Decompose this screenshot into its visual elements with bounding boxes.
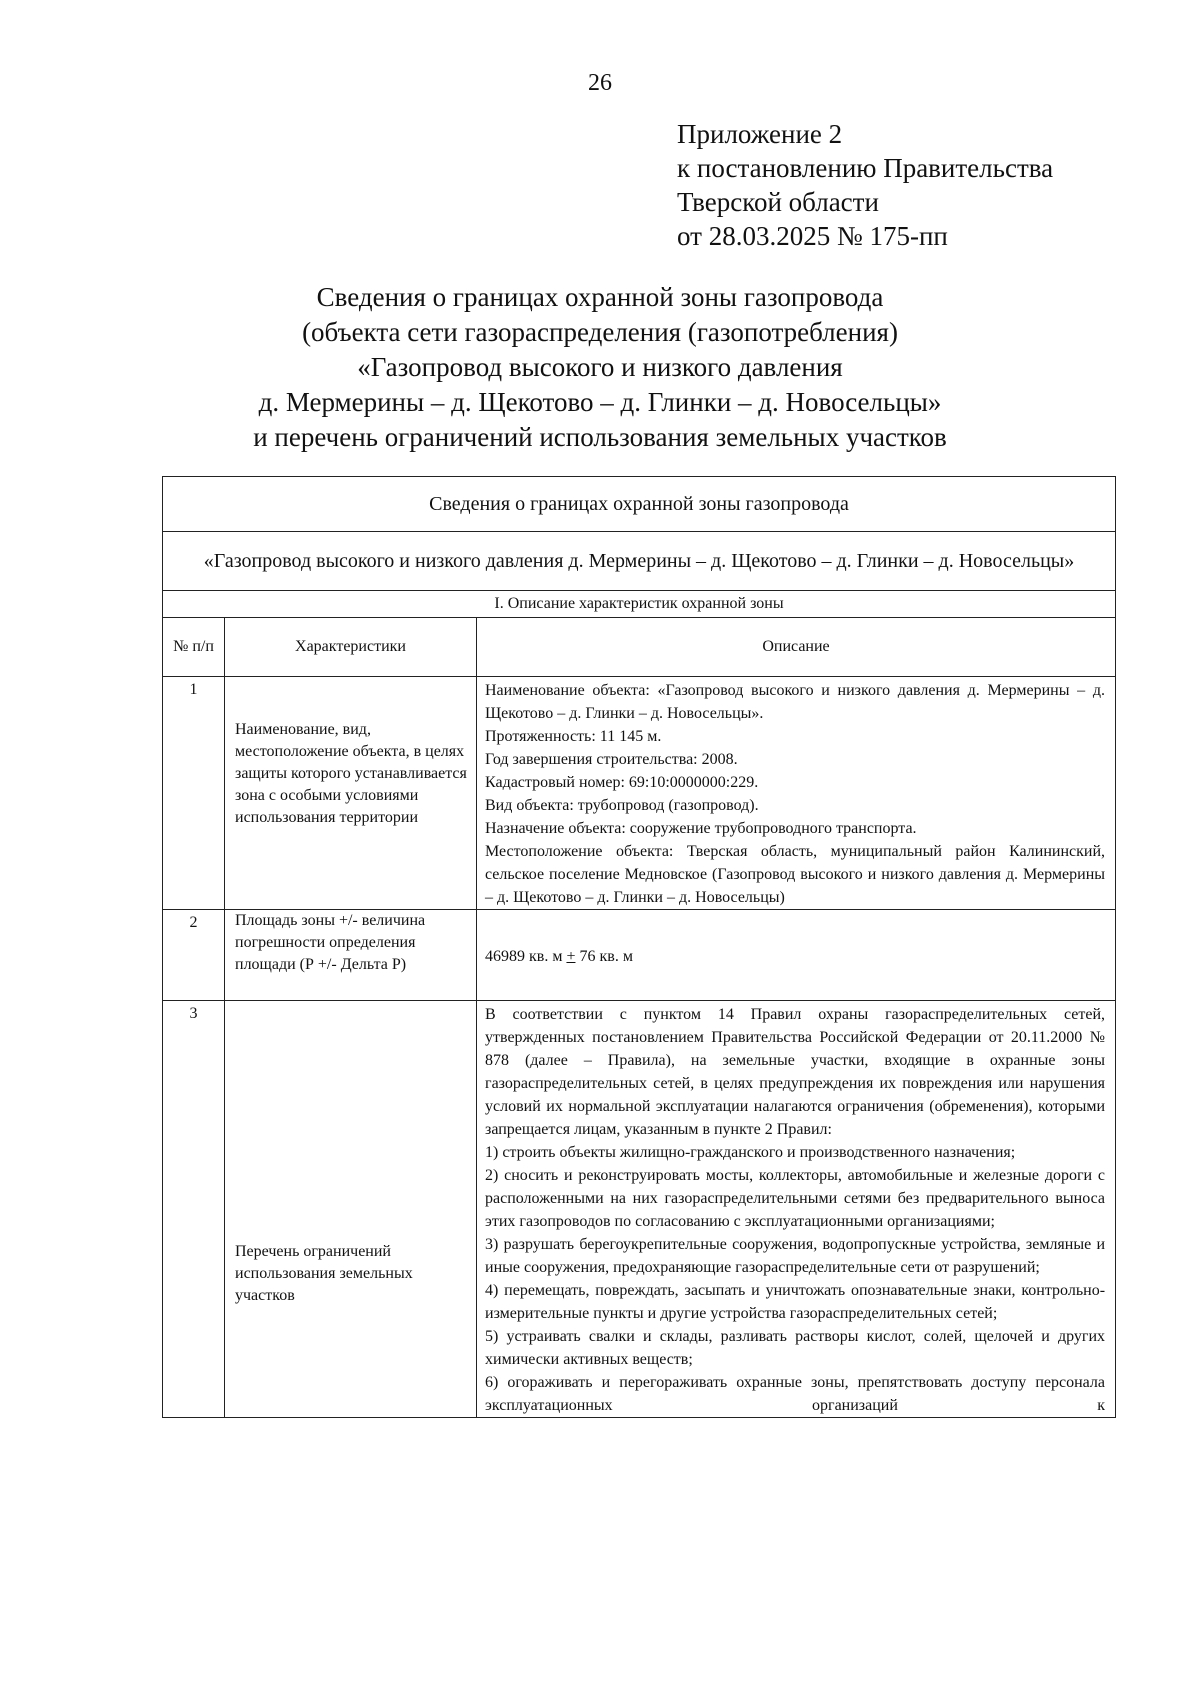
table-header-title: Сведения о границах охранной зоны газопровода [163,477,1116,532]
description-line: 4) перемещать, повреждать, засыпать и уничтожать опознавательные знаки, контрольно-измерительные пункты и другие устройства газораспределительных сетей; [485,1282,1106,1322]
title-line: и перечень ограничений использования земельных участков [253,422,947,452]
description-line: Кадастровый номер: 69:10:0000000:229. [485,774,759,791]
description-line: Вид объекта: трубопровод (газопровод). [485,797,759,814]
description-line: 3) разрушать берегоукрепительные сооружения, водопропускные устройства, земляные и иные сооружения, предохраняющие газораспределительные сети от разрушений; [485,1236,1106,1276]
description-line: 2) сносить и реконструировать мосты, коллекторы, автомобильные и железные дороги с расположенными на них газораспределительными сетями без предварительного выноса этих газопроводов по согласованию с эксплуатационными организациями; [485,1167,1106,1230]
row-characteristic: Наименование, вид, местоположение объекта, в целях защиты которого устанавливается зона с особыми условиями использования территории [225,677,477,910]
row-description [477,1001,1116,1418]
appendix-line: Приложение 2 [677,119,843,149]
description-line: 1) строить объекты жилищно-гражданского и производственного назначения; [485,1144,1016,1161]
description-line: 6) огораживать и перегораживать охранные зоны, препятствовать доступу персонала эксплуатационных организаций к [485,1374,1106,1414]
description-line: Год завершения строительства: 2008. [485,751,738,768]
row-characteristic: Перечень ограничений использования земельных участков [225,1001,477,1418]
description-line: Назначение объекта: сооружение трубопроводного транспорта. [485,820,917,837]
table-row [163,910,1116,1001]
description-line: Местоположение объекта: Тверская область, муниципальный район Калининский, сельское поселение Медновское (Газопровод высокого и низкого давления д. Мермерины – д. Щекотово – д. Глинки – д. Новосельцы) [485,843,1106,906]
appendix-line: Тверской области [677,187,879,217]
table-row [163,1001,1116,1418]
title-line: Сведения о границах охранной зоны газопровода [316,282,884,312]
column-header-number [163,618,225,677]
table-section-title: I. Описание характеристик охранной зоны [163,591,1116,618]
row-description [477,677,1116,910]
description-line: Наименование объекта: «Газопровод высокого и низкого давления д. Мермерины – д. Щекотово – д. Глинки – д. Новосельцы». [485,682,1106,722]
column-header-characteristics: Характеристики [225,618,477,677]
area-delta: 76 кв. м [579,947,633,965]
row-number: 2 [163,910,225,1001]
table-row [163,677,1116,910]
row-description [477,910,1116,1001]
title-line: д. Мермерины – д. Щекотово – д. Глинки – д. Новосельцы» [258,387,942,417]
appendix-block [677,117,1053,253]
plus-minus-sign: + [566,947,576,965]
description-line: 5) устраивать свалки и склады, разливать растворы кислот, солей, щелочей и других химически активных веществ; [485,1328,1106,1368]
description-line: Протяженность: 11 145 м. [485,728,662,745]
row-number: 1 [163,677,225,910]
row-characteristic: Площадь зоны +/- величина погрешности определения площади (Р +/- Дельта Р) [225,910,477,1001]
table-header-object: «Газопровод высокого и низкого давления д. Мермерины – д. Щекотово – д. Глинки – д. Новосельцы» [163,532,1116,591]
page-number: 26 [588,70,612,96]
column-header-description: Описание [477,618,1116,677]
row-number: 3 [163,1001,225,1418]
appendix-line: от 28.03.2025 № 175-пп [677,221,948,251]
zone-table [162,476,1116,1418]
column-header-number-text: № п/п [173,638,214,655]
title-line: (объекта сети газораспределения (газопотребления) [302,317,898,347]
area-value: 46989 кв. м [485,947,563,965]
appendix-line: к постановлению Правительства [677,153,1054,183]
title-line: «Газопровод высокого и низкого давления [357,352,843,382]
description-line: В соответствии с пунктом 14 Правил охраны газораспределительных сетей, утвержденных постановлением Правительства Российской Федерации от 20.11.2000 № 878 (далее – Правила), на земельные участки, входящие в охранные зоны газораспределительных сетей, в целях предупреждения их повреждения или нарушения условий их нормальной эксплуатации налагаются ограничения (обременения), которыми запрещается лицам, указанным в пункте 2 Правил: [485,1006,1106,1138]
document-title [0,280,1200,455]
